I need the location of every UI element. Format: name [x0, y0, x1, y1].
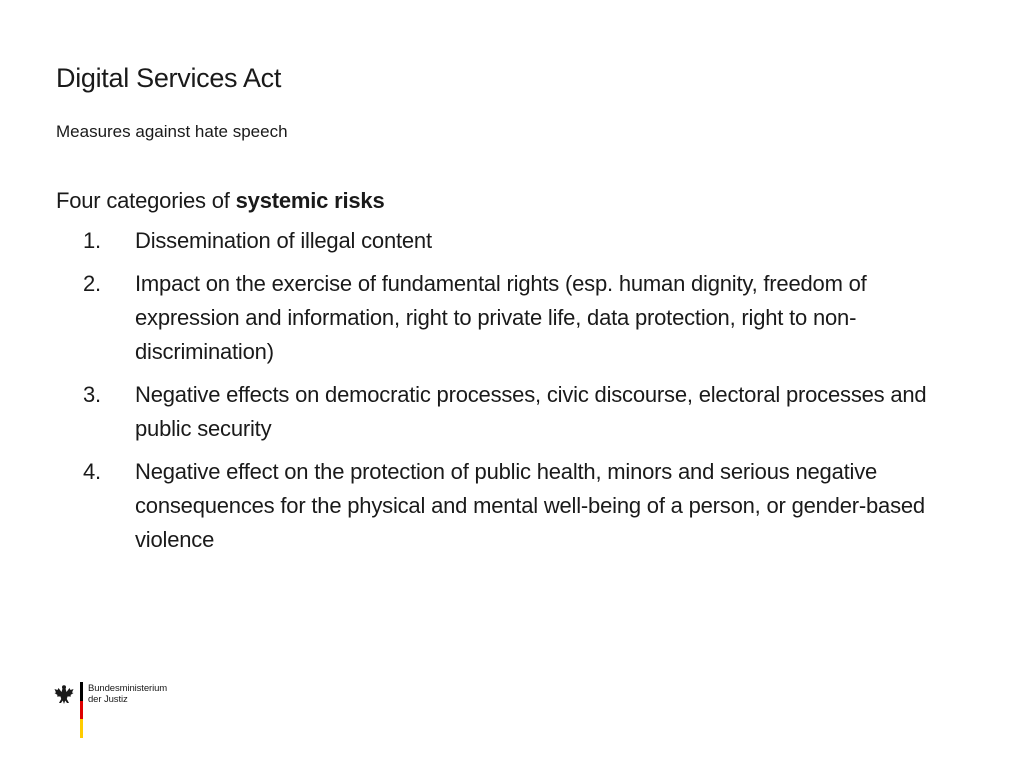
ministry-name-line2: der Justiz: [88, 694, 128, 705]
intro-text: Four categories of: [56, 188, 236, 213]
list-item: [56, 455, 956, 557]
intro-line: [56, 184, 956, 218]
list-item: [56, 267, 956, 369]
flag-stripe-black: [80, 682, 83, 701]
list-item-text: Negative effects on democratic processes, civic discourse, electoral processes and public security: [135, 382, 927, 441]
slide-subtitle: Measures against hate speech: [56, 122, 288, 141]
ministry-logo: [54, 682, 194, 740]
ministry-name: [88, 683, 167, 705]
intro-emphasis: systemic risks: [235, 188, 385, 213]
list-item-number: 2.: [83, 271, 101, 296]
flag-stripe-gold: [80, 719, 83, 738]
list-item-text: Dissemination of illegal content: [135, 228, 432, 253]
flag-stripe-red: [80, 701, 83, 720]
list-item-number: 3.: [83, 382, 101, 407]
federal-eagle-icon: [54, 684, 74, 706]
risk-list: [56, 224, 956, 557]
list-item-text: Impact on the exercise of fundamental rights (esp. human dignity, freedom of expression and information, right to private life, data protection, right to non-discrimination): [135, 271, 867, 364]
german-flag-bar: [80, 682, 83, 738]
slide-title: Digital Services Act: [56, 63, 282, 93]
list-item: [56, 378, 956, 446]
slide-content: [56, 184, 956, 566]
list-item-number: 1.: [83, 228, 101, 253]
list-item-number: 4.: [83, 459, 101, 484]
list-item-text: Negative effect on the protection of public health, minors and serious negative consequences for the physical and mental well-being of a person, or gender-based violence: [135, 459, 925, 552]
list-item: [56, 224, 956, 258]
ministry-name-line1: Bundesministerium: [88, 683, 168, 694]
